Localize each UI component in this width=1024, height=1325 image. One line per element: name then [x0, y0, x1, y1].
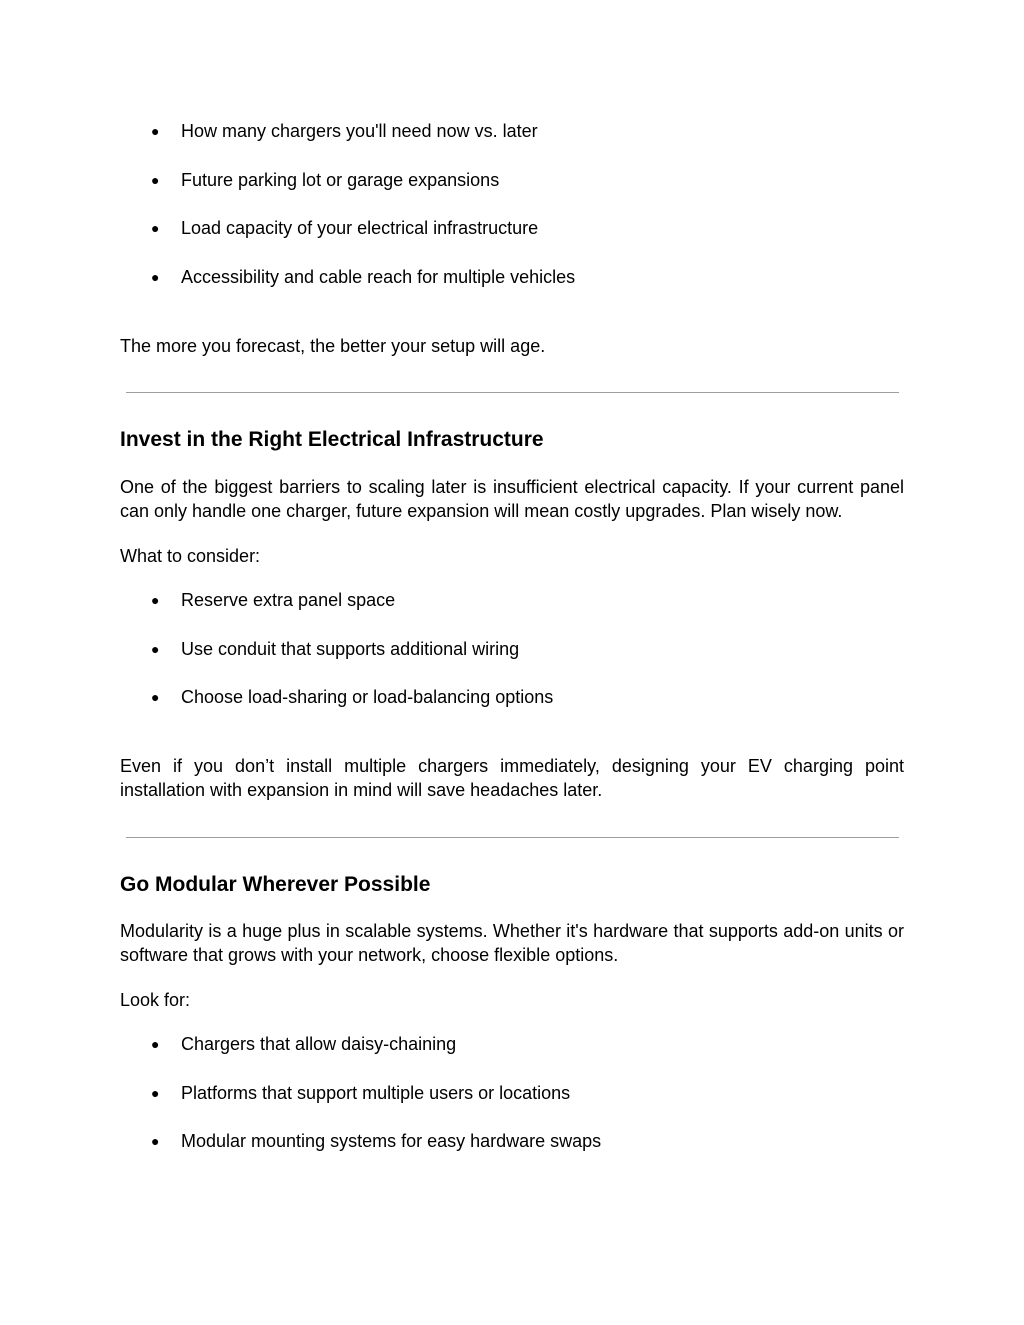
- section-divider: [126, 837, 899, 838]
- bullet-icon: ●: [151, 640, 160, 657]
- section-heading-modular: Go Modular Wherever Possible: [120, 873, 431, 896]
- list-item: [120, 638, 910, 687]
- bullet-icon: ●: [151, 689, 160, 706]
- list-item: [120, 1033, 910, 1082]
- list-item: [120, 1130, 910, 1179]
- infrastructure-lead: What to consider:: [120, 546, 261, 566]
- list-item-text: Reserve extra panel space: [181, 590, 396, 610]
- section-divider: [126, 392, 899, 393]
- section-heading-infrastructure: Invest in the Right Electrical Infrastructure: [120, 428, 544, 451]
- bullet-icon: ●: [151, 171, 160, 188]
- list-item-text: Choose load-sharing or load-balancing options: [181, 687, 554, 708]
- list-item: [120, 120, 910, 169]
- list-item: [120, 217, 910, 266]
- bullet-icon: ●: [151, 1084, 160, 1101]
- modular-paragraph: Modularity is a huge plus in scalable systems. Whether it's hardware that supports add-on units or software that grows with your network, choose flexible options.: [120, 921, 904, 966]
- list-item: [120, 169, 910, 218]
- modular-bullet-list: [120, 1033, 910, 1179]
- list-item: [120, 266, 910, 315]
- list-item-text: Modular mounting systems for easy hardware swaps: [181, 1131, 602, 1152]
- list-item: [120, 1082, 910, 1131]
- list-item-text: Use conduit that supports additional wiring: [181, 638, 520, 659]
- intro-closing-paragraph: The more you forecast, the better your setup will age.: [120, 336, 546, 356]
- infrastructure-paragraph: One of the biggest barriers to scaling later is insufficient electrical capacity. If your current panel can only handle one charger, future expansion will mean costly upgrades. Plan wisely now.: [120, 477, 904, 522]
- bullet-icon: ●: [151, 123, 160, 139]
- list-item-text: Accessibility and cable reach for multiple vehicles: [181, 266, 576, 287]
- infrastructure-closing-paragraph: Even if you don’t install multiple chargers immediately, designing your EV charging point installation with expansion in mind will save headaches later.: [120, 756, 904, 801]
- bullet-icon: ●: [151, 592, 160, 608]
- list-item-text: Load capacity of your electrical infrastructure: [181, 218, 539, 239]
- list-item-text: Platforms that support multiple users or locations: [181, 1082, 571, 1103]
- modular-lead: Look for:: [120, 990, 191, 1010]
- bullet-icon: ●: [151, 1036, 160, 1052]
- bullet-icon: ●: [151, 268, 160, 285]
- list-item-text: Chargers that allow daisy-chaining: [181, 1034, 457, 1054]
- bullet-icon: ●: [151, 1133, 160, 1150]
- list-item-text: How many chargers you'll need now vs. later: [181, 121, 538, 141]
- intro-bullet-list: [120, 120, 910, 314]
- list-item-text: Future parking lot or garage expansions: [181, 169, 500, 190]
- infrastructure-bullet-list: [120, 589, 910, 735]
- list-item: [120, 686, 910, 735]
- bullet-icon: ●: [151, 220, 160, 237]
- list-item: [120, 589, 910, 638]
